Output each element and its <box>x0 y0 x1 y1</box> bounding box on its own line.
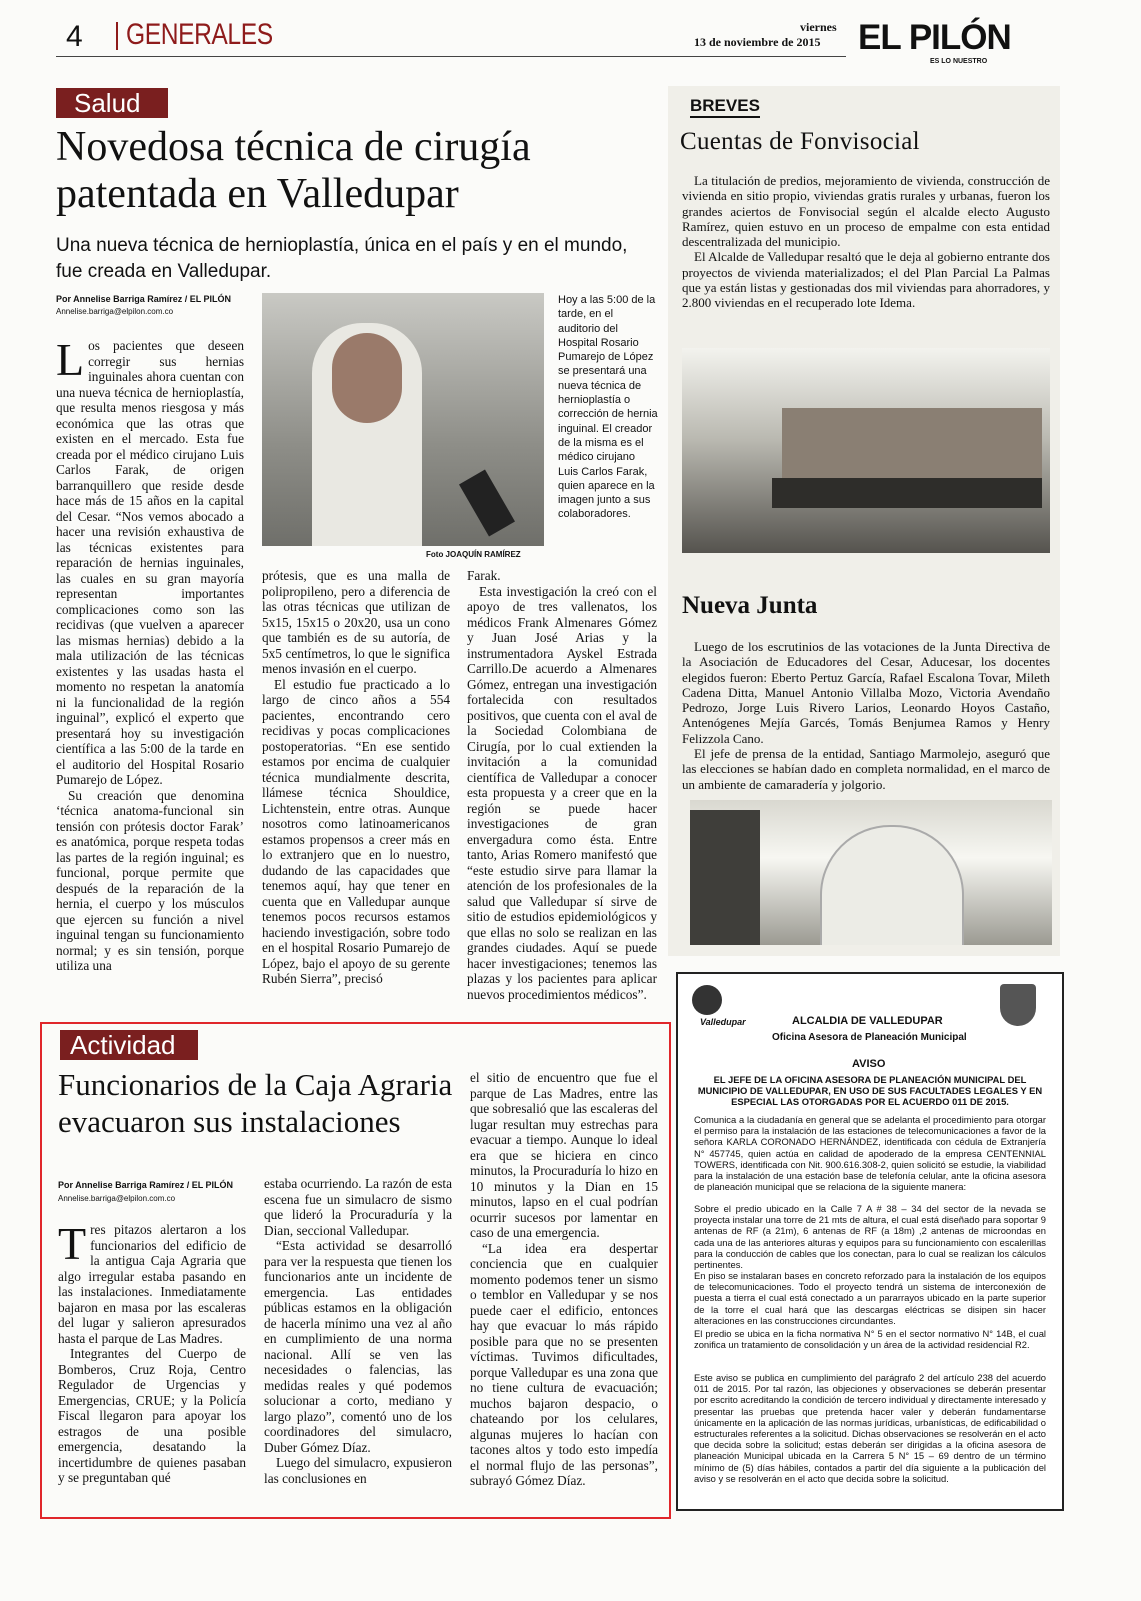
article1-col2-p2: El estudio fue practicado a lo largo de cinco años a 554 pacientes, encontrando cero recidivas y pocas complicaciones postoperatorias. “En ese sentido estamos por encima de cualquier técnica mundialmente descrita, llámese técnica Shouldice, Lichtenstein, entre otras. Aunque nosotros como latinoamericanos estamos propensos a creer más en lo extranjero que en lo nuestro, dudando de las capacidades que tenemos aquí, hay que tener en cuenta que en Valledupar aunque tenemos pocos recursos estamos haciendo investigación, sobre todo en el hospital Rosario Pumarejo de López, bajo el apoyo de su gerente Rubén Sierra”, precisó <box>262 676 450 986</box>
notice-office: Oficina Asesora de Planeación Municipal <box>772 1032 967 1043</box>
photo-recorder <box>459 470 515 537</box>
breves-item2-body <box>682 639 1050 792</box>
article2-col1-p1: res pitazos alertaron a los funcionarios del edificio de la antigua Caja Agraria que algo irregular estaba pasando en las instalaciones. Inmediatamente bajaron en masa por las escaleras del lugar y salieron apresurados hasta el parque de Las Madres. <box>58 1222 246 1346</box>
kicker-label: Actividad <box>70 1030 176 1060</box>
article1-col1-p1: os pacientes que deseen corregir sus hernias inguinales ahora cuentan con una nueva técnica de hernioplastía, que resulta menos riesgosa y más económica que las otras que existen en el mercado. Esta fue creada por el médico cirujano Luis Carlos Farak, de origen barranquillero que reside desde hace más de 15 años en la capital del Cesar. “Nos vemos abocado a hacer una revisión exhaustiva de las técnicas existentes para reparación de hernias inguinales, las cuales en su gran mayoría representan importantes complicaciones como son las recidivas (que vuelven a aparecer las mismas hernias) debido a la mala utilización de las técnicas existentes y las usadas hasta el momento no respetan la anatomía ni la funcionalidad de la región inguinal”, explicó el experto que presentará hoy su investigación científica a las 5:00 de la tarde en el auditorio del Hospital Rosario Pumarejo de López. <box>56 338 244 787</box>
photo-figure-face <box>332 333 402 423</box>
article1-byline: Por Annelise Barriga Ramírez / EL PILÓN <box>56 294 232 304</box>
header-day: viernes <box>800 20 837 34</box>
breves-item1-p2: El Alcalde de Valledupar resaltó que le deja al gobierno entrante dos proyectos de vivienda materializados; el del Plan Parcial La Palmas que ya están listas y gestionadas dos mil viviendas para ahorradores, y 2.800 viviendas en el recuperado lote Idema. <box>682 249 1050 311</box>
article1-dropcap: L <box>56 334 85 385</box>
breves-item1-body <box>682 173 1050 311</box>
article2-dropcap: T <box>58 1218 87 1269</box>
article1-col3-p2: Esta investigación la creó con el apoyo de tres vallenatos, los médicos Frank Almenares Gómez y Juan José Arias y la instrumentadora Ayskel Estrada Carrillo.De acuerdo a Almenares Gómez, entregan una investigación fortalecida con resultados positivos, que cuenta con el aval de la Sociedad Colombiana de Cirugía, por lo cual extienden la invitación a la comunidad científica de Valledupar a conocer esta propuesta y a creer que en la región se puede hacer investigaciones de gran envergadura como ésta. Entre tanto, Arias Romero manifestó que “este estudio sirve para llamar la atención de los profesionales de la salud que Valledupar sí sirve de sitio de estudios epidemiológicos y que ellas no solo se realizan en las grandes ciudades. Aquí se puede hacer investigaciones; tenemos las plazas y los pacientes para aplicar nuevos procedimientos médicos”. <box>467 583 657 1002</box>
notice-p3: En piso se instalaran bases en concreto reforzado para la instalación de los equipos de telecomunicaciones. Todo el proyecto tendrá un sistema de interconexión de puesta a tierra el cual está conectado a un pararrayos ubicado en la parte superior de la torre el cual hará que las descargas eléctricas se disipen sin hacer alteraciones en las construcciones circundantes. <box>694 1270 1046 1326</box>
article1-col3-p1: Farak. <box>467 568 501 583</box>
article1-col1-p2: Su creación que denomina ‘técnica anatoma-funcional sin tensión con prótesis doctor Farak’ es anatómica, porque respeta todas las partes de la región inguinal; es funcional, porque permite que después de la reparación de la hernia, el cuerpo y los músculos que ejercen su función a nivel inguinal tengan su funcionamiento normal; y es sin tensión, porque utiliza una <box>56 787 244 973</box>
notice-org: ALCALDIA DE VALLEDUPAR <box>792 1015 943 1027</box>
article2-col2 <box>264 1176 452 1486</box>
article1-subtitle: Una nueva técnica de hernioplastía, única en el país y en el mundo, fue creada en Valledupar. <box>56 235 628 282</box>
kicker-label: Salud <box>74 88 141 118</box>
article1-col3 <box>467 568 657 1002</box>
photo-meeting-people <box>782 408 1042 478</box>
header-rule <box>56 56 846 57</box>
article2-col3-p1: el sitio de encuentro que fue el parque de Las Madres, entre las que sobresalió que las escaleras del lugar resultan muy estrechas para evacuar a tiempo. Aunque lo ideal era que se hiciera en cinco minutos, la Procuraduría lo hizo en 10 minutos y la Dian en 15 minutos, lapso en el cual podrían ocurrir sucesos por lamentar en caso de una emergencia. <box>470 1070 658 1240</box>
article2-col3-p2: “La idea era despertar conciencia que en cualquier momento podemos tener un sismo o temblor en Valledupar y se nos puede caer el edificio, entonces hay que evacuar lo más rápido posible para que no se presenten víctimas. Tuvimos dificultades, porque Valledupar es una zona que no tiene cultura de evacuación; muchos bajaron despacio, o chateando por los celulares, algunas mujeres lo hacían con tacones altos y todo esto impedía el normal flujo de las personas”, subrayó Gómez Díaz. <box>470 1240 658 1488</box>
article1-email: Annelise.barriga@elpilon.com.co <box>56 307 174 316</box>
notice-crest-icon <box>1000 984 1036 1026</box>
article1-col1 <box>56 334 244 974</box>
article2-col2-p2: “Esta actividad se desarrolló para ver la respuesta que tienen los funcionarios ante un incidente de emergencia. Las entidades públicas estamos en la obligación de hacerla mínimo una vez al año en cumplimiento de una norma nacional. Allí se ven las necesidades o falencias, las medidas reales y qué podemos solucionar a corto, mediano y largo plazo”, comentó uno de los coordinadores del simulacro, Duber Gómez Díaz. <box>264 1238 452 1455</box>
notice-p1: Comunica a la ciudadanía en general que se adelanta el procedimiento para otorgar el permiso para la instalación de las estaciones de telecomunicaciones a favor de la señora KARLA CORONADO HERNÁNDEZ, identificada con cédula de Extranjería N° 457745, quien actúa en calidad de apoderado de la empresa CENTENNIAL TOWERS, identificada con Nit. 900.616.308-2, quien solicitó se estudie, la viabilidad para la instalación de una estación base de telefonía celular, ante la oficina asesora de planeación municipal que se relaciona de la siguiente manera: <box>694 1114 1046 1193</box>
article2-col1-p2: Integrantes del Cuerpo de Bomberos, Cruz Roja, Centro Regulador de Urgencias y Emergencias, CRUE; y la Policía Fiscal llegaron para apoyar los estragos de una posible emergencia, desatando la incertidumbre de quienes pasaban y se preguntaban qué <box>58 1346 246 1485</box>
article1-col2 <box>262 568 450 987</box>
article2-col1 <box>58 1218 246 1486</box>
kicker-actividad <box>60 1030 198 1060</box>
notice-heading: EL JEFE DE LA OFICINA ASESORA DE PLANEACIÓN MUNICIPAL DEL MUNICIPIO DE VALLEDUPAR, EN USO DE SUS FACULTADES LEGALES Y EN ESPECIAL LAS OTORGADAS POR EL ACUERDO 011 DE 2015. <box>697 1074 1043 1108</box>
article2-col3 <box>470 1070 658 1489</box>
brand-logo: EL PILÓN <box>858 18 1011 57</box>
notice-p5: Este aviso se publica en cumplimiento del parágrafo 2 del artículo 238 del acuerdo 011 de 2015. Por tal razón, las objeciones y observaciones se deberán presentar por escrito acreditando la condición de tercero individual y directamente interesado y presentar las pruebas que pretenda hacer valer y deberán fundamentarse únicamente en la aplicación de las normas jurídicas, urbanísticas, de edificabilidad o estructurales referentes a la solicitud. Dichas observaciones se resolverán en el acto que decida sobre la solicitud; estas deberán ser dirigidas a la oficina asesora de planeación Municipal ubicada en la Carrera 5 N° 15 – 69 dentro de un término mínimo de (5) días hábiles, contados a partir del día siguiente a la publicación del aviso y se resolverán en el acto que decida sobre la solicitud. <box>694 1372 1046 1484</box>
page-number: 4 <box>66 20 83 53</box>
article1-col2-p1: prótesis, que es una malla de polipropileno, pero a diferencia de las otras técnicas que utilizan de 5x15, 15x15 o 20x20, usa un cono que también es de su autoría, de 5x5 centímetros, lo que le significa menos invasión en el cuerpo. <box>262 568 450 676</box>
notice-p4: El predio se ubica en la ficha normativa N° 5 en el sector normativo N° 14B, el cual zonifica un tratamiento de consolidación y un área de la actividad residencial R2. <box>694 1328 1046 1351</box>
photo-credit: Foto JOAQUÍN RAMÍREZ <box>426 550 521 559</box>
breves-meeting-photo <box>682 348 1050 553</box>
header-divider <box>116 22 118 50</box>
breves-item1-p1: La titulación de predios, mejoramiento de vivienda, construcción de vivienda en sitio propio, viviendas gratis rurales y urbanas, fueron los grandes aciertos de Fonvisocial según el alcalde electo Augusto Ramírez, quien estuvo en un proceso de empalme con esta entidad descentralizada del municipio. <box>682 173 1050 250</box>
breves-building-photo <box>690 800 1052 945</box>
notice-p2: Sobre el predio ubicado en la Calle 7 A # 38 – 34 del sector de la nevada se proyecta instalar una torre de 21 mts de altura, el cual está diseñado para soportar 9 antenas de RF (a 21m), 6 antenas de RF (a 18m) ,2 antenas de microondas en cada una de las anteriores alturas y equipos para su funcionamiento con escalerillas para la conducción de cables que los conectan, para lo cual se realizan los cálculos pertinentes. <box>694 1203 1046 1271</box>
article2-col2-p1: estaba ocurriendo. La razón de esta escena fue un simulacro de sismo que lideró la Procuraduría y la Dian, seccional Valledupar. <box>264 1176 452 1238</box>
breves-label: BREVES <box>690 96 760 118</box>
photo-caption: Hoy a las 5:00 de la tarde, en el auditorio del Hospital Rosario Pumarejo de López se presentará una nueva técnica de hernioplastía o corrección de hernia inguinal. El creador de la misma es el médico cirujano Luis Carlos Farak, quien aparece en la imagen junto a sus colaboradores. <box>558 294 658 521</box>
breves-item1-title: Cuentas de Fonvisocial <box>680 128 920 155</box>
brand-tagline: ES LO NUESTRO <box>930 58 988 65</box>
article1-photo <box>262 293 544 546</box>
header-date: 13 de noviembre de 2015 <box>694 35 821 49</box>
kicker-salud <box>56 88 168 118</box>
photo-building-arch <box>820 825 964 945</box>
photo-building-trees <box>690 810 760 945</box>
article2-byline: Por Annelise Barriga Ramírez / EL PILÓN <box>58 1180 234 1190</box>
photo-meeting-table <box>772 478 1042 508</box>
notice-label: AVISO <box>852 1058 886 1070</box>
notice-logo-text: Valledupar <box>700 1017 746 1027</box>
notice-tree-icon <box>692 985 722 1015</box>
article2-col2-p3: Luego del simulacro, expusieron las conclusiones en <box>264 1455 452 1486</box>
breves-item2-p1: Luego de los escrutinios de las votaciones de la Junta Directiva de la Asociación de Educadores del Cesar, Aducesar, los docentes elegidos fueron: Eberto Pertuz García, Rafael Escalona Tovar, Mileth Cadena Ditta, Manuel Antonio Villalba Mozo, Victoria Avendaño Pedrozo, Jorge Luis Rivero Larios, Leonardo Hoyos Castaño, Antenógenes Mejía Garcés, Tomás Benjumea Ramos y Henry Felizzola Cano. <box>682 639 1050 746</box>
breves-item2-title: Nueva Junta <box>682 592 818 619</box>
article2-email: Annelise.barriga@elpilon.com.co <box>58 1194 176 1203</box>
article1-title: Novedosa técnica de cirugía patentada en Valledupar <box>56 124 531 217</box>
section-title: GENERALES <box>126 18 273 51</box>
breves-item2-p2: El jefe de prensa de la entidad, Santiago Marmolejo, aseguró que las elecciones se habían dado en completa normalidad, en el marco de un ambiente de camaradería y jolgorio. <box>682 746 1050 792</box>
article2-title: Funcionarios de la Caja Agraria evacuaron sus instalaciones <box>58 1067 453 1139</box>
